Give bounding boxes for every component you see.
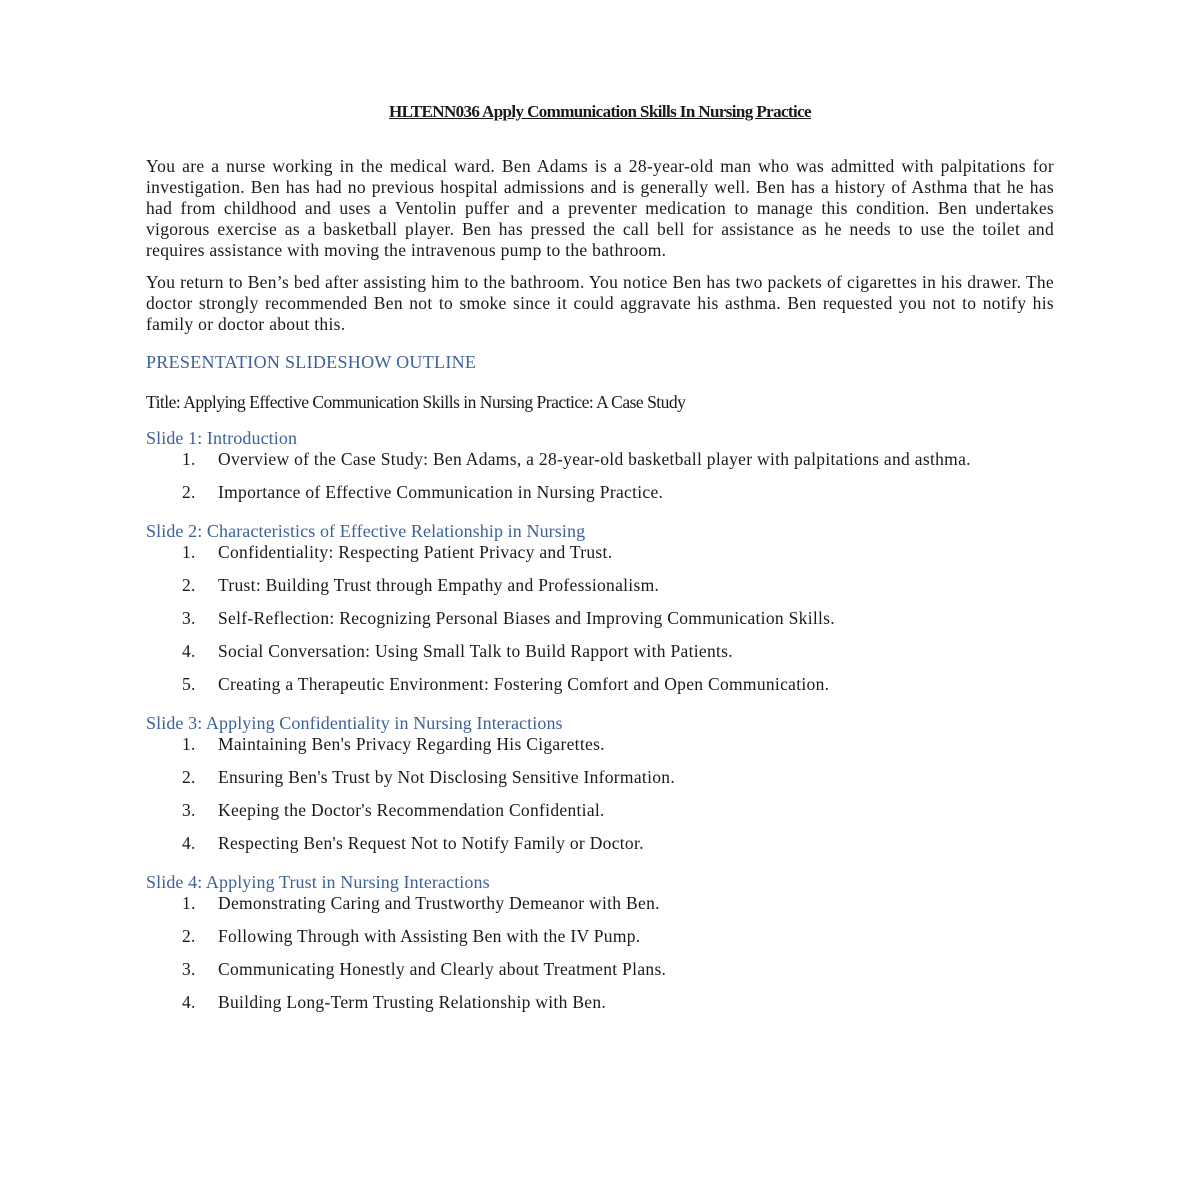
list-item-text: Importance of Effective Communication in Nursing Practice. <box>218 482 664 502</box>
slide-section-4 <box>146 871 1054 1013</box>
case-paragraph-2: You return to Ben’s bed after assisting him to the bathroom. You notice Ben has two packets of cigarettes in his drawer. The doctor strongly recommended Ben not to smoke since it could aggravate his asthma. Ben requested you not to notify his family or doctor about this. <box>146 272 1054 334</box>
list-number: 3. <box>182 800 196 820</box>
list-item <box>146 992 1054 1013</box>
list-item <box>146 833 1054 854</box>
slide-item-list <box>146 449 1054 503</box>
list-item-text: Ensuring Ben's Trust by Not Disclosing Sensitive Information. <box>218 767 676 787</box>
list-number: 2. <box>182 575 196 595</box>
outline-heading: PRESENTATION SLIDESHOW OUTLINE <box>146 352 477 372</box>
list-number: 4. <box>182 992 196 1012</box>
list-number: 4. <box>182 641 196 661</box>
list-item <box>146 542 1054 563</box>
list-number: 2. <box>182 767 196 787</box>
list-item-text: Keeping the Doctor's Recommendation Confidential. <box>218 800 605 820</box>
presentation-title: Title: Applying Effective Communication Skills in Nursing Practice: A Case Study <box>146 392 686 412</box>
slide-section-1 <box>146 427 1054 503</box>
slide-item-list <box>146 542 1054 695</box>
list-item-text: Social Conversation: Using Small Talk to Build Rapport with Patients. <box>218 641 733 661</box>
list-number: 3. <box>182 608 196 628</box>
list-number: 1. <box>182 734 196 754</box>
slide-heading: Slide 3: Applying Confidentiality in Nursing Interactions <box>146 713 563 733</box>
list-item-text: Overview of the Case Study: Ben Adams, a 28-year-old basketball player with palpitations and asthma. <box>218 449 971 469</box>
list-number: 1. <box>182 542 196 562</box>
list-number: 2. <box>182 926 196 946</box>
list-item <box>146 608 1054 629</box>
slide-item-list <box>146 893 1054 1013</box>
list-item <box>146 893 1054 914</box>
list-item <box>146 800 1054 821</box>
list-number: 3. <box>182 959 196 979</box>
list-item-text: Confidentiality: Respecting Patient Privacy and Trust. <box>218 542 613 562</box>
list-item-text: Building Long-Term Trusting Relationship with Ben. <box>218 992 607 1012</box>
list-item-text: Self-Reflection: Recognizing Personal Biases and Improving Communication Skills. <box>218 608 835 628</box>
list-item-text: Communicating Honestly and Clearly about Treatment Plans. <box>218 959 667 979</box>
list-item <box>146 449 1054 470</box>
list-item <box>146 926 1054 947</box>
list-item-text: Creating a Therapeutic Environment: Fostering Comfort and Open Communication. <box>218 674 830 694</box>
slide-section-2 <box>146 520 1054 695</box>
list-item-text: Demonstrating Caring and Trustworthy Demeanor with Ben. <box>218 893 660 913</box>
list-item <box>146 575 1054 596</box>
list-number: 1. <box>182 893 196 913</box>
slide-heading: Slide 2: Characteristics of Effective Relationship in Nursing <box>146 521 586 541</box>
case-paragraph-1: You are a nurse working in the medical ward. Ben Adams is a 28-year-old man who was admitted with palpitations for investigation. Ben has had no previous hospital admissions and is generally well. Ben has a history of Asthma that he has had from childhood and uses a Ventolin puffer and a preventer medication to manage this condition. Ben undertakes vigorous exercise as a basketball player. Ben has pressed the call bell for assistance as he needs to use the toilet and requires assistance with moving the intravenous pump to the bathroom. <box>146 156 1054 260</box>
list-item <box>146 767 1054 788</box>
list-item <box>146 674 1054 695</box>
list-item-text: Following Through with Assisting Ben with the IV Pump. <box>218 926 641 946</box>
list-item <box>146 959 1054 980</box>
document-title: HLTENN036 Apply Communication Skills In Nursing Practice <box>388 102 811 121</box>
list-item-text: Trust: Building Trust through Empathy and Professionalism. <box>218 575 660 595</box>
list-item-text: Maintaining Ben's Privacy Regarding His Cigarettes. <box>218 734 605 754</box>
list-item <box>146 734 1054 755</box>
slide-heading: Slide 4: Applying Trust in Nursing Interactions <box>146 872 490 892</box>
slide-heading: Slide 1: Introduction <box>146 428 298 448</box>
slide-section-3 <box>146 712 1054 854</box>
slide-item-list <box>146 734 1054 854</box>
list-item-text: Respecting Ben's Request Not to Notify Family or Doctor. <box>218 833 644 853</box>
document-page <box>146 100 1054 1030</box>
list-number: 5. <box>182 674 196 694</box>
list-item <box>146 482 1054 503</box>
list-number: 2. <box>182 482 196 502</box>
list-number: 4. <box>182 833 196 853</box>
list-number: 1. <box>182 449 196 469</box>
list-item <box>146 641 1054 662</box>
